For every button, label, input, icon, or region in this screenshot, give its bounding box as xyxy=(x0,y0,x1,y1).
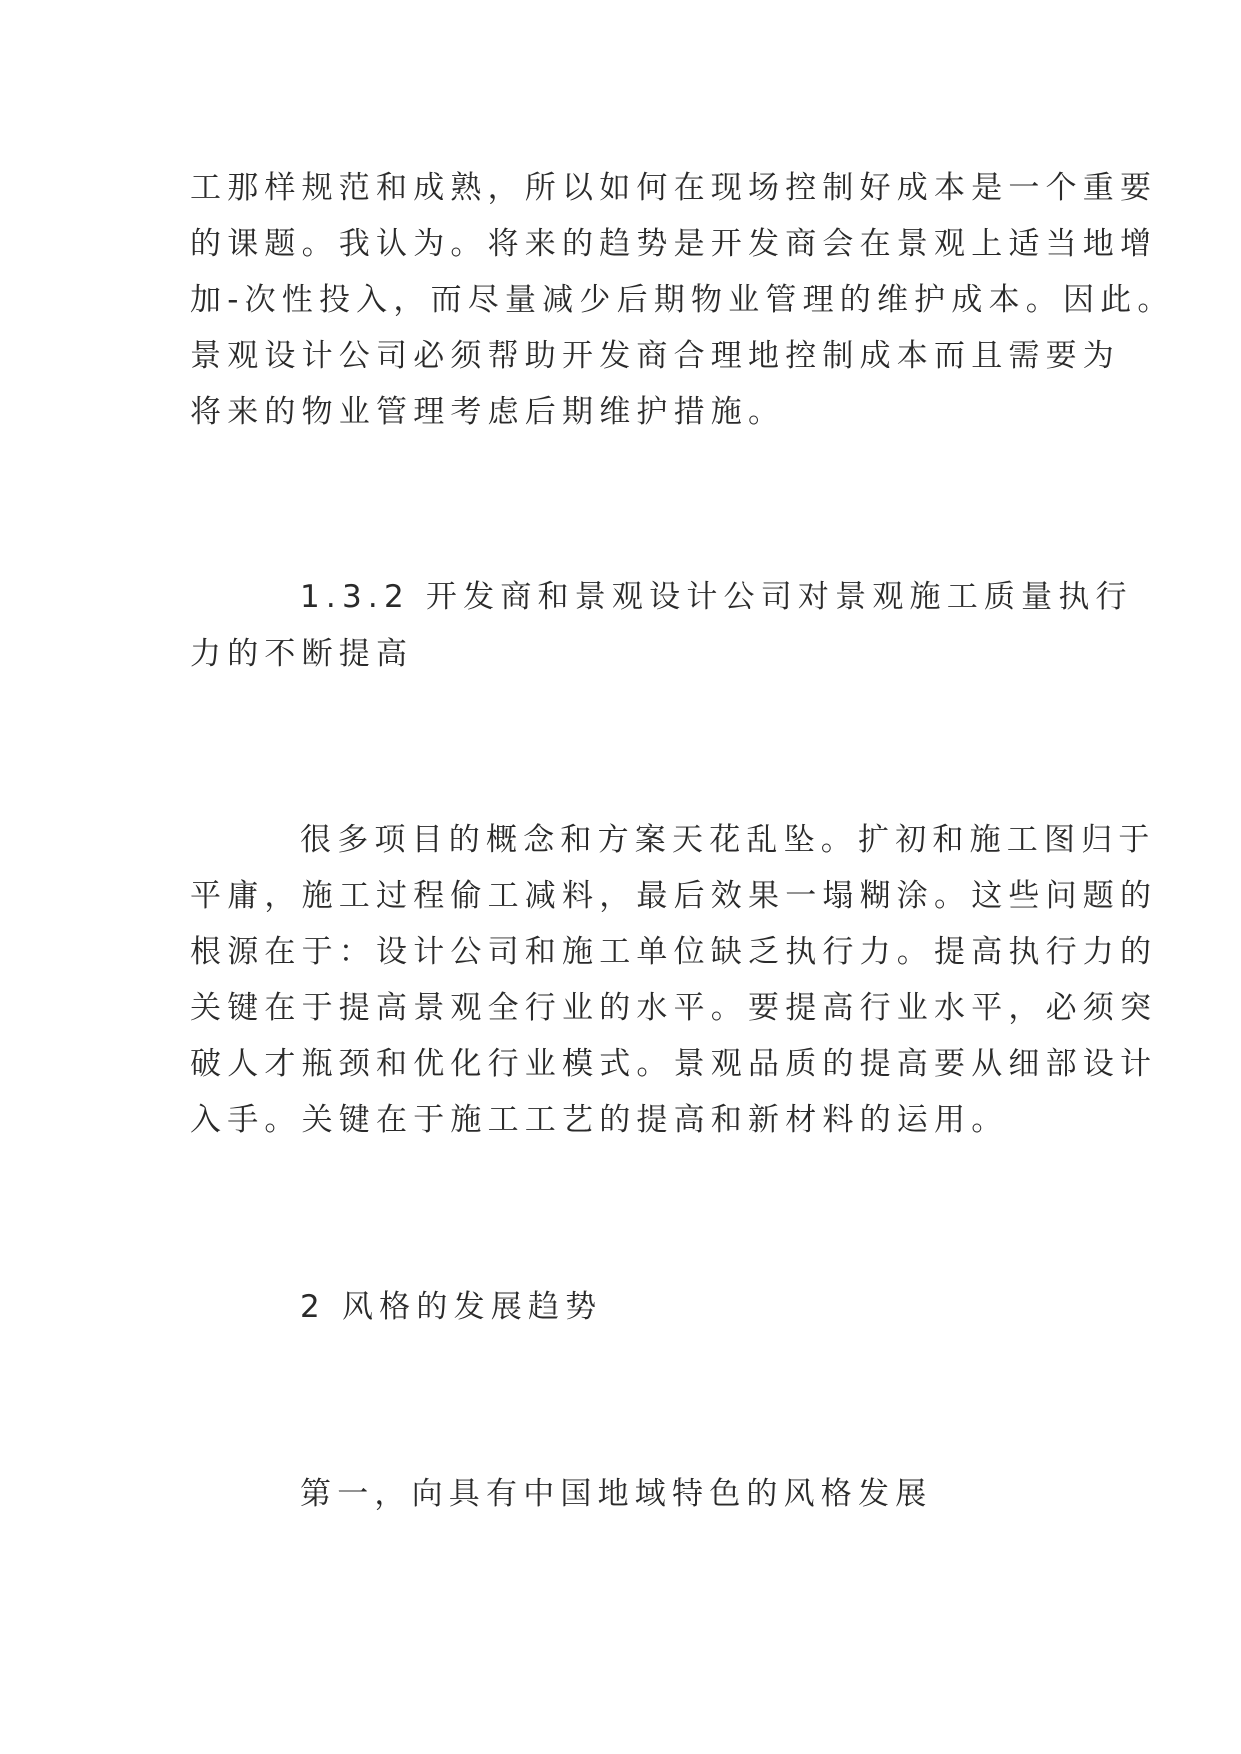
text-line: 入手。关键在于施工工艺的提高和新材料的运用。 xyxy=(190,1102,1009,1138)
text-line: 的课题。我认为。将来的趋势是开发商会在景观上适当地增 xyxy=(190,226,1158,262)
text-line: 破人才瓶颈和优化行业模式。景观品质的提高要从细部设计 xyxy=(190,1046,1158,1082)
heading-line: 力的不断提高 xyxy=(190,636,414,672)
text-line: 根源在于：设计公司和施工单位缺乏执行力。提高执行力的 xyxy=(190,934,1158,970)
text-line: 景观设计公司必须帮助开发商合理地控制成本而且需要为 xyxy=(190,338,1120,374)
text-line: 工那样规范和成熟，所以如何在现场控制好成本是一个重要 xyxy=(190,170,1158,206)
heading-line: 2 风格的发展趋势 xyxy=(300,1289,603,1325)
text-line: 很多项目的概念和方案天花乱坠。扩初和施工图归于 xyxy=(300,822,1156,858)
text-line: 关键在于提高景观全行业的水平。要提高行业水平，必须突 xyxy=(190,990,1158,1026)
heading-line: 第一，向具有中国地域特色的风格发展 xyxy=(300,1476,933,1512)
heading-line: 1.3.2 开发商和景观设计公司对景观施工质量执行 xyxy=(300,579,1133,615)
text-line: 将来的物业管理考虑后期维护措施。 xyxy=(190,394,786,430)
text-line: 加-次性投入，而尽量减少后期物业管理的维护成本。因此。 xyxy=(190,282,1175,318)
text-line: 平庸，施工过程偷工减料，最后效果一塌糊涂。这些问题的 xyxy=(190,878,1158,914)
